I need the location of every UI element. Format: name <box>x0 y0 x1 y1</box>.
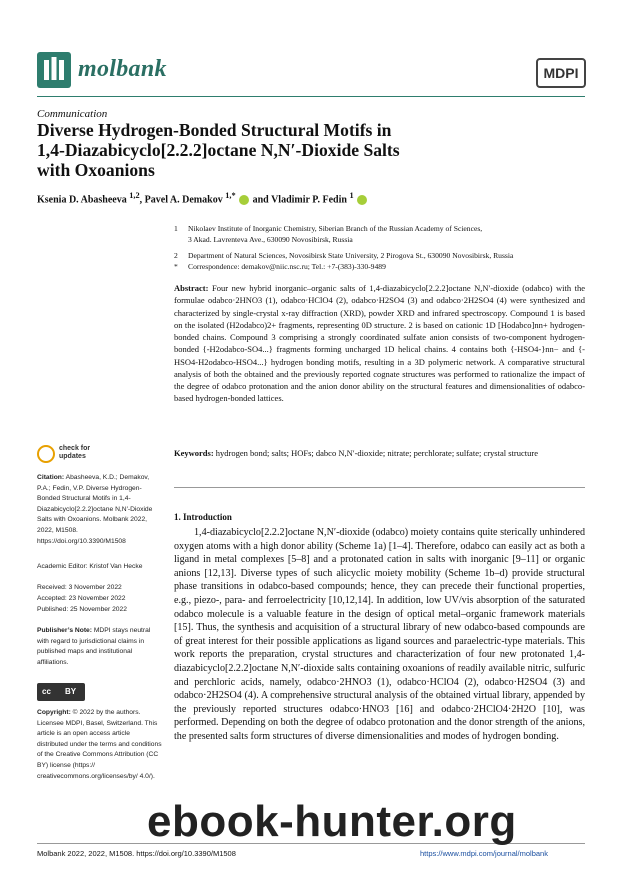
keywords-label: Keywords: <box>174 448 214 458</box>
title-line: Diverse Hydrogen-Bonded Structural Motifs in <box>37 120 392 140</box>
cc-text: cc <box>42 687 51 696</box>
footer-journal-link[interactable]: https://www.mdpi.com/journal/molbank <box>420 849 548 858</box>
affiliation-number: 1 <box>174 224 178 233</box>
article-title <box>37 120 537 180</box>
orcid-icon[interactable] <box>239 195 249 205</box>
paragraph: 1,4-diazabicyclo[2.2.2]octane N,N′-dioxide (odabco) moiety contains quite sterically unhindered oxygen atoms with a high donor ability (Scheme 1a) [1–4]. Therefore, odabco can easily act as both a ligand in metal complexes [5–8] and a protonated cation in salts with inorganic [9–11] or organic anions [12,13]. Diverse types of such alicyclic moiety mobility (Scheme 1b–d) provide structural phase transitions in odabco-based compounds; hence, they can precede their functional properties, e.g., piezo-, para- and ferroelectricity [10,12,14]. In addition, low UV/vis absorption of the saturated odabco molecule is a valuable feature in the design of optical metal–organic framework materials [15]. Thus, the synthesis and acquisition of a structural library of new odabco-based compounds are of great interest for their possible applications as ligand sources and paraelectric-type materials. This work reports the preparation, crystal structures and characterization of four new protonated 1,4-diazabicyclo[2.2.2]octane N,N′-dioxide salts containing oxoanions of readily available nitric, sulfuric and perchloric acids, namely, odabco·2HNO3 (1), odabco·HClO4 (2), odabco·H2SO4 (3) and odabco·2H2SO4 (4). A comprehensive structural analysis of the obtained virtual library, appended by the previously reported structures odabco·HNO3 [16] and odabco·2HClO4·2H2O [10], was performed. Depending on both the degree of odabco protonation and the donor strength of the anions, the presented salts form structures of diverse dimensionalities and modes of hydrogen bonding. <box>174 527 585 742</box>
author-list: Ksenia D. Abasheeva $^{1,2}$, Pavel A. Demakov $^{1,*}$ and Vladimir P. Fedin $^1$ <box>37 191 368 205</box>
check-updates-label <box>59 445 90 461</box>
correspondence-text[interactable]: Correspondence: demakov@niic.nsc.ru; Tel.: +7-(383)-330-9489 <box>188 262 386 271</box>
abstract-text: Four new hybrid inorganic–organic salts of 1,4-diazabicyclo[2.2.2]octane N,N′-dioxide (odabco) with the formulae odabco·2HNO3 (1), odabco·HClO4 (2), odabco·H2SO4 (3) and odabco·2H2SO4 (4) were synthesized and characterized by single-crystal x-ray diffraction (XRD), powder XRD and infrared spectroscopy. Compound 1 is based on the isolated (H2odabco)2+ fragments, representing 0D structure. 2 is based on cationic 1D [Hodabco]nn+ hydrogen-bonded chains. Compound 3 comprising a strongly coordinated sulfate anion consists of two-component hydrogen-bonded {-H2odabco-SO4...} fragments forming uncharged 1D helical chains. 4 contains both {-HSO4-}nn− and {-HSO4-H2odabco-HSO4...} hydrogen bonding motifs, resulting in a 3D polymeric network. A comparative structural analysis of both the obtained and the previously reported cognate structures was performed to rationalize the impact of the degree of odabco protonation and the anion donor ability on the structural features and dimensionalities of odabco-based hydrogen-bonded lattices. <box>174 283 586 404</box>
author-affiliation: 1,2 <box>129 191 140 200</box>
article-type: Communication <box>37 108 108 120</box>
accepted-date: Accepted: 23 November 2022 <box>37 595 126 602</box>
check-line: check for <box>59 445 91 452</box>
author-name[interactable]: Vladimir P. Fedin <box>271 194 347 206</box>
affiliation <box>174 251 594 262</box>
received-date: Received: 3 November 2022 <box>37 584 122 591</box>
by-text: BY <box>65 687 77 696</box>
cc-by-license-icon[interactable] <box>37 683 85 701</box>
affiliation-text: Department of Natural Sciences, Novosibirsk State University, 2 Pirogova St., 630090 Novosibirsk, Russia <box>188 251 514 260</box>
copyright-block <box>37 708 162 782</box>
note-label: Publisher’s Note: <box>37 627 92 634</box>
watermark: ebook-hunter.org <box>147 797 517 846</box>
citation-text[interactable]: Abasheeva, K.D.; Demakov, P.A.; Fedin, V.P. Diverse Hydrogen-Bonded Structural Motifs in 1,4-Diazabicyclo[2.2.2]octane N,N′-Dioxide Salts with Oxoanions. Molbank 2022, 2022, M1508. https://doi.org/10.3390/M1508 <box>37 474 153 545</box>
publisher-note <box>37 626 162 668</box>
correspondence <box>174 262 594 273</box>
check-updates-icon <box>37 445 55 463</box>
section-body <box>174 526 585 744</box>
title-line: 1,4-Diazabicyclo[2.2.2]octane N,N′-Dioxide Salts <box>37 140 400 160</box>
citation-label: Citation: <box>37 474 65 481</box>
keywords <box>174 447 585 459</box>
affiliation-text: 3 Akad. Lavrenteva Ave., 630090 Novosibirsk, Russia <box>188 234 353 244</box>
copyright-label: Copyright: <box>37 709 71 716</box>
published-date: Published: 25 November 2022 <box>37 606 127 613</box>
orcid-icon[interactable] <box>357 195 367 205</box>
copyright-text: © 2022 by the authors. Licensee MDPI, Basel, Switzerland. This article is an open access article distributed under the terms and conditions of the Creative Commons Attribution (CC BY) license (https:// creativecommons.org/licenses/by/ 4.0/). <box>37 709 162 780</box>
author-affiliation: 1,* <box>225 191 236 200</box>
footer-citation[interactable]: Molbank 2022, 2022, M1508. https://doi.org/10.3390/M1508 <box>37 849 236 858</box>
note-text: MDPI stays neutral with regard to jurisdictional claims in published maps and institutional affiliations. <box>37 627 151 666</box>
abstract <box>174 282 585 405</box>
affiliation <box>174 224 594 245</box>
affiliation-text: Nikolaev Institute of Inorganic Chemistry, Siberian Branch of the Russian Academy of Sciences, <box>188 224 483 233</box>
section-divider <box>174 487 585 488</box>
affiliation-number: 2 <box>174 251 178 260</box>
check-for-updates-button[interactable] <box>37 444 107 466</box>
abstract-label: Abstract: <box>174 283 209 293</box>
citation-block <box>37 473 162 547</box>
author-name[interactable]: Pavel A. Demakov <box>144 194 223 206</box>
check-line: updates <box>59 453 86 460</box>
affiliation-number: * <box>174 262 178 271</box>
journal-logo-icon <box>37 52 71 88</box>
author-name[interactable]: Ksenia D. Abasheeva <box>37 194 127 206</box>
author-affiliation: 1 <box>349 191 354 200</box>
header-divider <box>37 96 585 97</box>
publisher-logo[interactable]: MDPI <box>536 58 586 88</box>
title-line: with Oxoanions <box>37 160 155 180</box>
journal-name: molbank <box>78 56 167 82</box>
keywords-text: hydrogen bond; salts; HOFs; dabco N,N′-dioxide; nitrate; perchlorate; sulfate; crystal structure <box>215 448 538 458</box>
academic-editor: Academic Editor: Kristof Van Hecke <box>37 563 143 570</box>
author-connector: and <box>252 194 269 206</box>
section-heading: 1. Introduction <box>174 512 232 522</box>
